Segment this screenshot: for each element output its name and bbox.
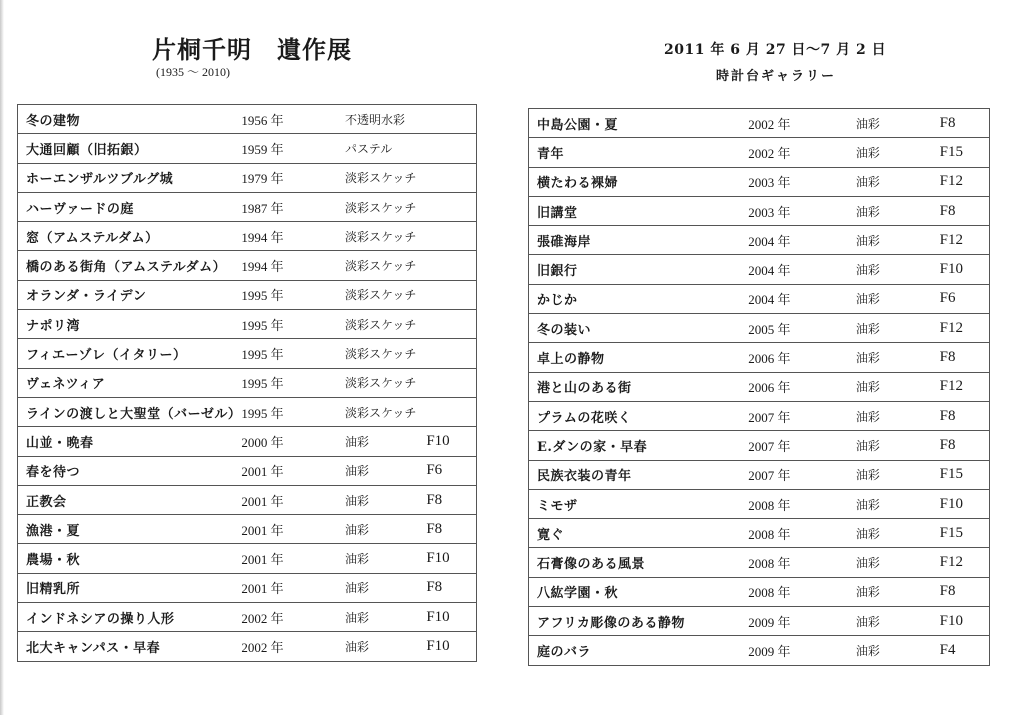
artwork-year: 2009 年 (748, 636, 856, 665)
artwork-size: F8 (426, 485, 476, 514)
artwork-medium: 油彩 (345, 515, 426, 544)
artwork-title: 旧講堂 (529, 196, 749, 225)
artwork-medium: 油彩 (856, 372, 940, 401)
artwork-medium: パステル (345, 134, 426, 163)
artwork-title: ナポリ湾 (18, 310, 242, 339)
artwork-title: 石膏像のある風景 (529, 548, 749, 577)
artwork-title: 大通回顧（旧拓銀） (18, 134, 242, 163)
artwork-size: F12 (940, 167, 990, 196)
artwork-title: 橋のある街角（アムステルダム） (18, 251, 242, 280)
artwork-size (426, 163, 476, 192)
exhibition-period: 2011 年 6 月 27 日～7 月 2 日 (664, 42, 887, 58)
artwork-year: 2008 年 (748, 548, 856, 577)
artwork-size: F12 (940, 314, 990, 343)
artwork-row (529, 577, 990, 606)
artwork-row (18, 251, 477, 280)
artwork-year: 2001 年 (241, 485, 345, 514)
artwork-title: 港と山のある街 (529, 372, 749, 401)
artwork-year: 2008 年 (748, 577, 856, 606)
artwork-row (18, 573, 477, 602)
artwork-year: 1995 年 (241, 310, 345, 339)
artwork-size: F10 (426, 603, 476, 632)
artwork-size: F6 (940, 284, 990, 313)
artwork-medium: 油彩 (856, 636, 940, 665)
artwork-year: 2002 年 (241, 603, 345, 632)
artwork-year: 2006 年 (748, 343, 856, 372)
artwork-title: 山並・晩春 (18, 427, 242, 456)
artwork-year: 1995 年 (241, 397, 345, 426)
artwork-medium: 油彩 (856, 460, 940, 489)
artwork-medium: 油彩 (345, 632, 426, 661)
artwork-row (529, 548, 990, 577)
artwork-medium: 油彩 (856, 314, 940, 343)
artwork-medium: 油彩 (856, 519, 940, 548)
artwork-size: F8 (940, 431, 990, 460)
artwork-title: 張碓海岸 (529, 226, 749, 255)
artwork-row (18, 163, 477, 192)
exhibition-venue: 時計台ギャラリー (716, 69, 837, 84)
artwork-row (529, 489, 990, 518)
artwork-size: F10 (940, 255, 990, 284)
artwork-year: 1959 年 (241, 134, 345, 163)
artwork-medium: 油彩 (856, 548, 940, 577)
artwork-title: アフリカ彫像のある静物 (529, 607, 749, 636)
artwork-size (426, 397, 476, 426)
artwork-size: F8 (426, 573, 476, 602)
artwork-row (18, 222, 477, 251)
works-table-left (17, 104, 477, 662)
artwork-title: 旧精乳所 (18, 573, 242, 602)
artwork-size: F6 (426, 456, 476, 485)
artwork-row (18, 310, 477, 339)
artwork-title: 青年 (529, 138, 749, 167)
artwork-row (18, 105, 477, 134)
works-table-right (528, 108, 990, 666)
artwork-medium: 油彩 (345, 456, 426, 485)
artwork-year: 1987 年 (241, 192, 345, 221)
artwork-medium: 淡彩スケッチ (345, 397, 426, 426)
artwork-size (426, 280, 476, 309)
artwork-row (529, 460, 990, 489)
artwork-year: 2001 年 (241, 515, 345, 544)
artwork-title: E.ダンの家・早春 (529, 431, 749, 460)
artwork-medium: 淡彩スケッチ (345, 339, 426, 368)
artwork-title: 正教会 (18, 485, 242, 514)
artwork-year: 2007 年 (748, 460, 856, 489)
artwork-row (529, 109, 990, 138)
artwork-medium: 油彩 (856, 167, 940, 196)
artwork-row (18, 427, 477, 456)
artwork-title: 卓上の静物 (529, 343, 749, 372)
artwork-medium: 油彩 (856, 577, 940, 606)
artwork-title: 民族衣装の青年 (529, 460, 749, 489)
artwork-medium: 油彩 (345, 427, 426, 456)
artwork-size: F10 (426, 632, 476, 661)
artwork-year: 2008 年 (748, 489, 856, 518)
artwork-year: 2006 年 (748, 372, 856, 401)
artwork-row (18, 368, 477, 397)
artwork-title: ヴェネツィア (18, 368, 242, 397)
artwork-size: F12 (940, 548, 990, 577)
artwork-size: F15 (940, 138, 990, 167)
artwork-medium: 油彩 (856, 109, 940, 138)
artwork-year: 2007 年 (748, 401, 856, 430)
artwork-size (426, 222, 476, 251)
artwork-year: 2002 年 (241, 632, 345, 661)
artwork-year: 1956 年 (241, 105, 345, 134)
artist-life-dates: (1935 ～ 2010) (156, 65, 230, 79)
artwork-year: 1995 年 (241, 339, 345, 368)
artwork-title: 春を待つ (18, 456, 242, 485)
artwork-size (426, 251, 476, 280)
artwork-title: 寛ぐ (529, 519, 749, 548)
artwork-row (18, 397, 477, 426)
artwork-size: F10 (426, 544, 476, 573)
artwork-title: インドネシアの操り人形 (18, 603, 242, 632)
artwork-title: 八紘学園・秋 (529, 577, 749, 606)
artwork-row (529, 401, 990, 430)
artwork-medium: 淡彩スケッチ (345, 310, 426, 339)
artwork-size (426, 310, 476, 339)
artwork-title: 中島公園・夏 (529, 109, 749, 138)
artwork-row (18, 515, 477, 544)
artwork-title: 農場・秋 (18, 544, 242, 573)
artwork-title: 庭のバラ (529, 636, 749, 665)
artwork-title: プラムの花咲く (529, 401, 749, 430)
artwork-row (529, 314, 990, 343)
artwork-year: 2001 年 (241, 456, 345, 485)
artwork-size: F10 (940, 607, 990, 636)
artwork-size: F8 (940, 196, 990, 225)
artwork-title: 窓（アムステルダム） (18, 222, 242, 251)
artwork-row (18, 339, 477, 368)
artwork-size: F8 (940, 577, 990, 606)
artwork-size: F15 (940, 519, 990, 548)
artwork-row (529, 431, 990, 460)
artwork-title: かじか (529, 284, 749, 313)
artwork-title: フィエーゾレ（イタリー） (18, 339, 242, 368)
artwork-medium: 油彩 (345, 544, 426, 573)
artwork-title: ミモザ (529, 489, 749, 518)
artwork-row (18, 134, 477, 163)
artwork-year: 2008 年 (748, 519, 856, 548)
artwork-medium: 油彩 (856, 343, 940, 372)
artwork-size: F8 (426, 515, 476, 544)
artwork-year: 2007 年 (748, 431, 856, 460)
artwork-year: 1995 年 (241, 368, 345, 397)
artwork-medium: 淡彩スケッチ (345, 163, 426, 192)
artwork-medium: 油彩 (345, 485, 426, 514)
artwork-year: 1995 年 (241, 280, 345, 309)
artwork-year: 2001 年 (241, 573, 345, 602)
artwork-title: 横たわる裸婦 (529, 167, 749, 196)
artwork-medium: 不透明水彩 (345, 105, 426, 134)
artwork-year: 1979 年 (241, 163, 345, 192)
artwork-year: 1994 年 (241, 222, 345, 251)
artwork-year: 2000 年 (241, 427, 345, 456)
artwork-size (426, 339, 476, 368)
artwork-medium: 淡彩スケッチ (345, 280, 426, 309)
artwork-medium: 油彩 (856, 138, 940, 167)
artwork-row (529, 607, 990, 636)
artwork-size: F8 (940, 109, 990, 138)
artwork-size: F12 (940, 372, 990, 401)
artwork-row (18, 485, 477, 514)
artwork-medium: 油彩 (345, 603, 426, 632)
artwork-row (18, 280, 477, 309)
artwork-row (18, 192, 477, 221)
artwork-medium: 油彩 (856, 401, 940, 430)
artwork-title: ラインの渡しと大聖堂（バーゼル） (18, 397, 242, 426)
artwork-medium: 油彩 (856, 431, 940, 460)
artwork-row (529, 284, 990, 313)
artwork-size (426, 192, 476, 221)
artwork-size: F10 (426, 427, 476, 456)
artwork-year: 2004 年 (748, 226, 856, 255)
artwork-medium: 油彩 (856, 255, 940, 284)
artwork-row (18, 544, 477, 573)
artwork-row (529, 343, 990, 372)
artwork-size: F4 (940, 636, 990, 665)
artwork-medium: 淡彩スケッチ (345, 368, 426, 397)
artwork-row (529, 167, 990, 196)
artwork-year: 2003 年 (748, 167, 856, 196)
artwork-size (426, 134, 476, 163)
artwork-size (426, 105, 476, 134)
artwork-row (529, 255, 990, 284)
artwork-title: 漁港・夏 (18, 515, 242, 544)
artwork-size (426, 368, 476, 397)
artwork-medium: 淡彩スケッチ (345, 222, 426, 251)
artwork-title: 冬の装い (529, 314, 749, 343)
artwork-size: F10 (940, 489, 990, 518)
artwork-medium: 油彩 (856, 196, 940, 225)
artwork-row (18, 456, 477, 485)
exhibition-title: 片桐千明 遺作展 (152, 35, 352, 64)
artwork-medium: 油彩 (856, 226, 940, 255)
artwork-year: 2002 年 (748, 109, 856, 138)
artwork-row (529, 138, 990, 167)
artwork-title: ハーヴァードの庭 (18, 192, 242, 221)
artwork-year: 2003 年 (748, 196, 856, 225)
artwork-year: 2001 年 (241, 544, 345, 573)
artwork-medium: 淡彩スケッチ (345, 192, 426, 221)
artwork-row (18, 603, 477, 632)
artwork-year: 2004 年 (748, 255, 856, 284)
artwork-size: F15 (940, 460, 990, 489)
artwork-medium: 油彩 (345, 573, 426, 602)
artwork-size: F8 (940, 401, 990, 430)
artwork-row (529, 226, 990, 255)
artwork-size: F12 (940, 226, 990, 255)
artwork-title: 冬の建物 (18, 105, 242, 134)
page-edge-shadow (0, 0, 4, 715)
artwork-year: 2004 年 (748, 284, 856, 313)
artwork-year: 2009 年 (748, 607, 856, 636)
artwork-row (529, 196, 990, 225)
artwork-title: 旧銀行 (529, 255, 749, 284)
artwork-title: 北大キャンパス・早春 (18, 632, 242, 661)
artwork-year: 2005 年 (748, 314, 856, 343)
artwork-year: 2002 年 (748, 138, 856, 167)
artwork-title: ホーエンザルツブルグ城 (18, 163, 242, 192)
artwork-medium: 淡彩スケッチ (345, 251, 426, 280)
artwork-title: オランダ・ライデン (18, 280, 242, 309)
artwork-size: F8 (940, 343, 990, 372)
artwork-medium: 油彩 (856, 489, 940, 518)
artwork-row (529, 519, 990, 548)
artwork-medium: 油彩 (856, 607, 940, 636)
artwork-medium: 油彩 (856, 284, 940, 313)
artwork-year: 1994 年 (241, 251, 345, 280)
artwork-row (529, 372, 990, 401)
artwork-row (18, 632, 477, 661)
artwork-row (529, 636, 990, 665)
